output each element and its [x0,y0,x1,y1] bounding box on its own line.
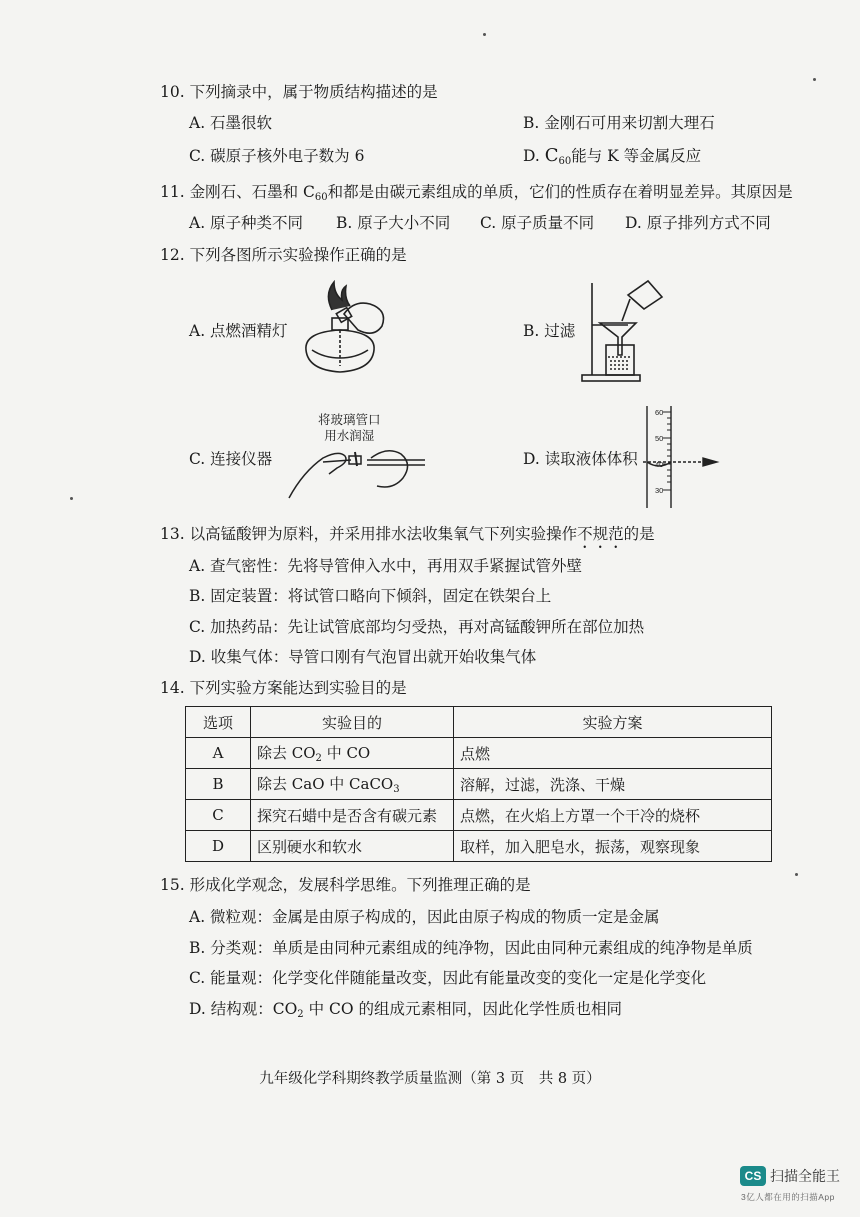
row-option: D [186,831,251,862]
scan-speck [70,497,73,500]
q10-option-d [523,146,701,172]
q13-option-b: B. 固定装置：将试管口略向下倾斜，固定在铁架台上 [189,587,552,605]
cylinder-tick-30: 30 [655,486,664,495]
connect-apparatus-figure [283,442,433,502]
q14-stem: 14. 下列实验方案能达到实验目的是 [160,679,407,697]
header-option: 选项 [186,707,251,738]
q15-option-d [189,999,622,1025]
camscanner-tagline: 3亿人都在用的扫描App [741,1192,835,1202]
row-goal-a: 除去 CO [257,744,316,762]
filtration-figure [578,275,664,385]
q13-stem-emphasis: 不规范 [577,525,624,543]
q11-option-d: D. 原子排列方式不同 [625,214,771,232]
row-goal: 区别硬水和软水 [251,831,454,862]
table-row [186,831,772,862]
page-footer: 九年级化学科期终教学质量监测（第 3 页 共 8 页） [259,1071,601,1087]
q11-stem-sub: 60 [314,192,328,203]
q12-c-note-line2: 用水润湿 [324,428,375,443]
q13-stem [160,524,655,552]
q11-stem-a: 11. 金刚石、石墨和 C [160,183,315,201]
q11-option-c: C. 原子质量不同 [480,214,595,232]
q12-c-note-line1: 将玻璃管口 [318,412,381,427]
q13-option-c: C. 加热药品：先让试管底部均匀受热，再对高锰酸钾所在部位加热 [189,618,645,636]
q13-option-d: D. 收集气体：导管口刚有气泡冒出就开始收集气体 [189,648,537,666]
q10-option-a: A. 石墨很软 [189,114,273,132]
row-goal-a: 除去 CaO 中 CaCO [257,775,394,793]
q13-stem-b: 的是 [623,525,655,543]
row-plan: 溶解，过滤，洗涤、干燥 [454,769,772,800]
q12-option-c: C. 连接仪器 [189,450,273,468]
scan-speck [813,78,816,81]
row-option: C [186,800,251,831]
row-plan: 取样，加入肥皂水，振荡，观察现象 [454,831,772,862]
q14-table [185,706,772,862]
q13-option-a: A. 查气密性：先将导管伸入水中，再用双手紧握试管外壁 [189,557,583,575]
q15-option-b: B. 分类观：单质是由同种元素组成的纯净物，因此由同种元素组成的纯净物是单质 [189,939,753,957]
q15-d-sub: 2 [297,1009,304,1020]
q11-option-a: A. 原子种类不同 [189,214,304,232]
row-plan: 点燃 [454,738,772,769]
q15-d-a: D. 结构观：CO [189,1000,298,1018]
header-plan: 实验方案 [454,707,772,738]
q15-option-a: A. 微粒观：金属是由原子构成的，因此由原子构成的物质一定是金属 [189,908,660,926]
header-goal: 实验目的 [251,707,454,738]
camscanner-logo-icon: CS [740,1166,766,1186]
scan-speck [483,33,486,36]
scan-speck [795,873,798,876]
q12-stem: 12. 下列各图所示实验操作正确的是 [160,246,407,264]
q11-stem-b: 和都是由碳元素组成的单质，它们的性质存在着明显差异。其原因是 [327,183,793,201]
q12-c-note [318,412,381,444]
q10-d-sub: 60 [558,156,572,167]
q15-stem: 15. 形成化学观念，发展科学思维。下列推理正确的是 [160,876,531,894]
row-plan: 点燃，在火焰上方罩一个干冷的烧杯 [454,800,772,831]
row-goal-sub: 2 [315,753,322,764]
alcohol-lamp-lighting-figure [294,280,390,380]
q15-d-b: 中 CO 的组成元素相同，因此化学性质也相同 [303,1000,623,1018]
graduated-cylinder-figure [641,404,723,510]
table-row [186,738,772,769]
q13-stem-a: 13. 以高锰酸钾为原料，并采用排水法收集氧气下列实验操作 [160,525,578,543]
q11-option-b: B. 原子大小不同 [336,214,451,232]
table-row [186,800,772,831]
row-goal-b: 中 CO [321,744,371,762]
camscanner-name: 扫描全能王 [770,1168,840,1184]
q12-option-a: A. 点燃酒精灯 [189,322,288,340]
row-goal: 探究石蜡中是否含有碳元素 [251,800,454,831]
row-goal-sub: 3 [393,784,400,795]
table-row [186,769,772,800]
row-option: A [186,738,251,769]
q10-option-c: C. 碳原子核外电子数为 6 [189,147,365,165]
q10-d-formula: C [544,145,559,166]
row-goal [251,769,454,800]
q10-d-prefix: D. [523,147,545,165]
q10-d-suffix: 能与 K 等金属反应 [571,147,702,165]
q11-stem [160,182,793,208]
q12-option-d: D. 读取液体体积 [523,450,638,468]
row-goal [251,738,454,769]
q10-stem: 10. 下列摘录中，属于物质结构描述的是 [160,83,438,101]
q12-option-b: B. 过滤 [523,322,576,340]
cylinder-tick-40: 40 [655,460,664,469]
q10-option-b: B. 金刚石可用来切割大理石 [523,114,715,132]
cylinder-tick-50: 50 [655,434,664,443]
table-header-row [186,707,772,738]
cylinder-tick-60: 60 [655,408,664,417]
row-option: B [186,769,251,800]
q15-option-c: C. 能量观：化学变化伴随能量改变，因此有能量改变的变化一定是化学变化 [189,969,707,987]
